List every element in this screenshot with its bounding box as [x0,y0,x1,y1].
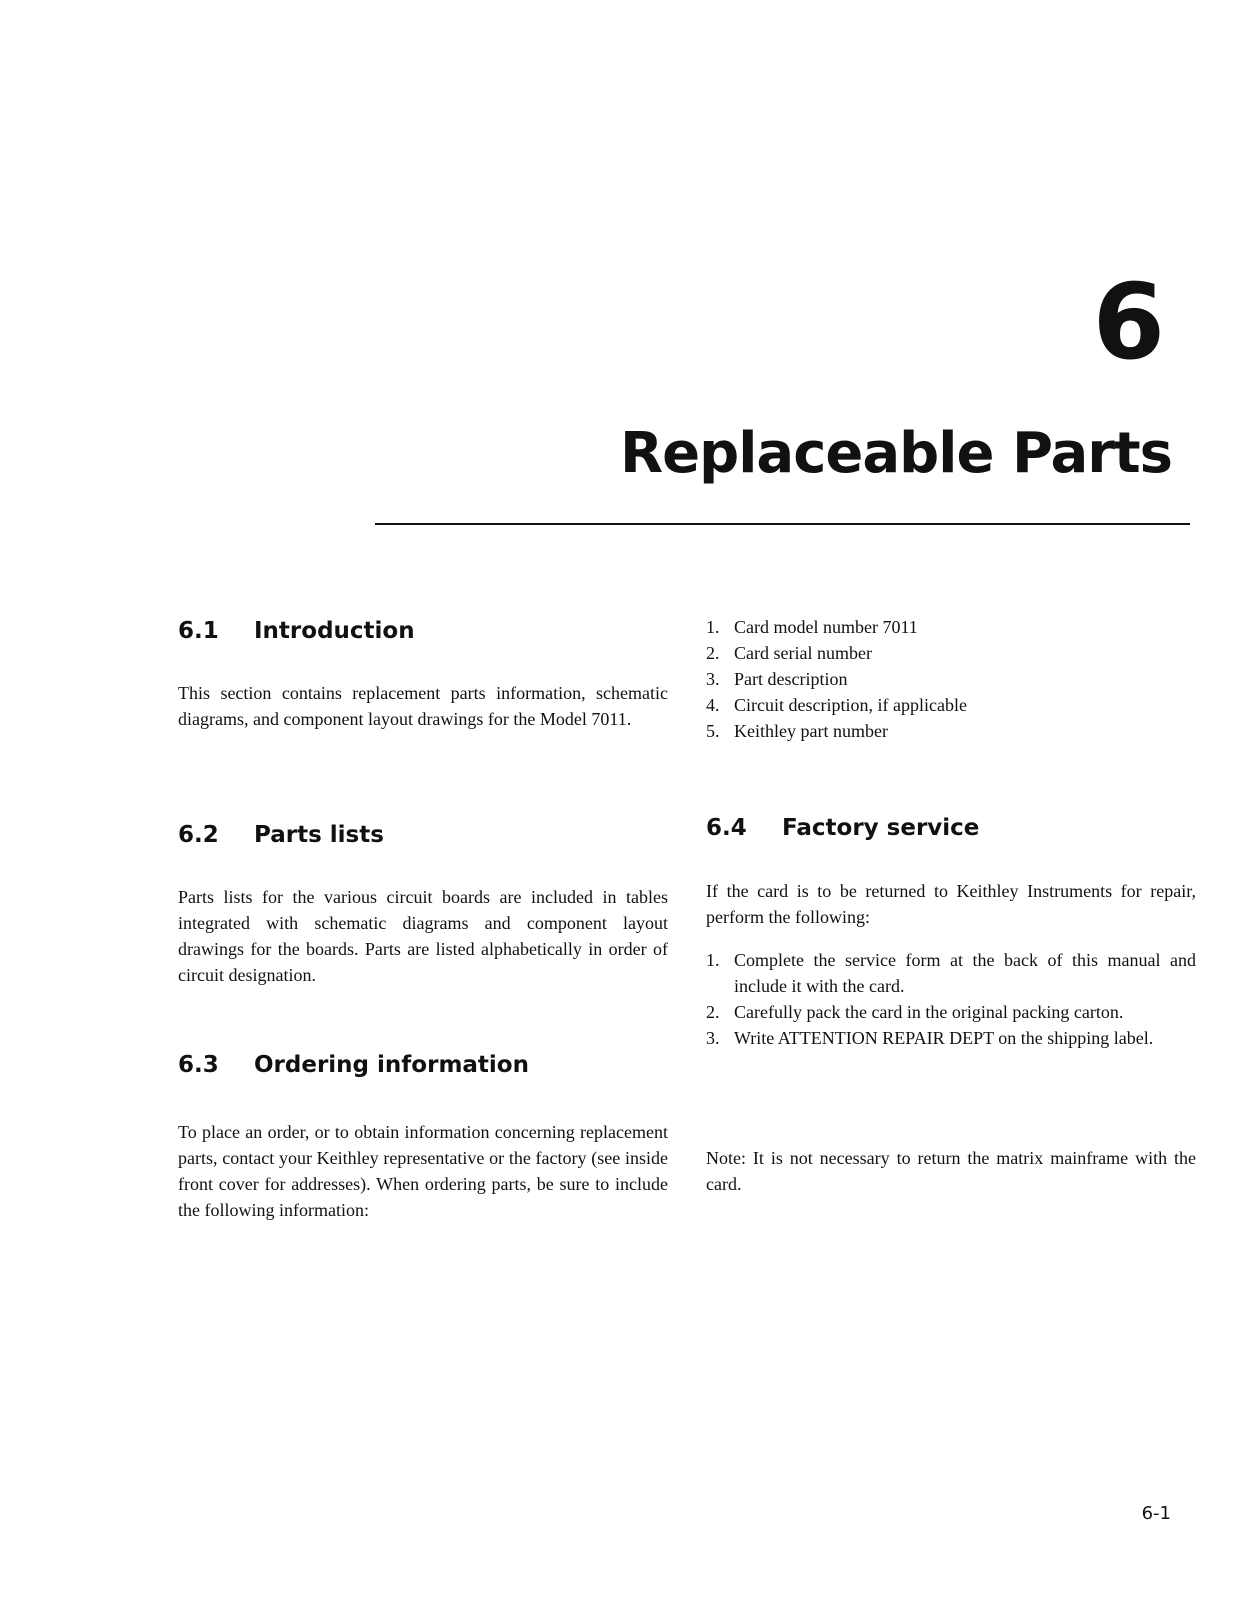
list-item: 1. Card model number 7011 [706,617,918,637]
section-title: Factory service [782,815,980,841]
title-rule [375,523,1190,525]
factory-service-note: Note: It is not necessary to return the matrix mainframe with the card. [706,1148,1196,1194]
list-item: 4. Circuit description, if applicable [706,695,967,715]
section-heading-ordering-information [178,1054,529,1077]
list-item: 5. Keithley part number [706,721,888,741]
ordering-info-list [706,614,1196,744]
introduction-body: This section contains replacement parts information, schematic diagrams, and component layout drawings for the Model 7011. [178,683,668,729]
factory-service-steps [706,947,1196,1051]
chapter-title: Replaceable Parts [620,421,1172,486]
list-item: 2. Card serial number [706,643,872,663]
list-item: 2. Carefully pack the card in the original packing carton. [706,1002,1124,1022]
factory-service-body: If the card is to be returned to Keithley Instruments for repair, perform the following: [706,881,1196,927]
section-number: 6.4 [706,815,747,841]
page-number: 6-1 [1141,1503,1171,1524]
section-heading-introduction [178,620,415,643]
section-heading-parts-lists [178,824,384,847]
section-number: 6.2 [178,822,219,848]
chapter-number: 6 [1092,261,1165,383]
ordering-information-body: To place an order, or to obtain information concerning replacement parts, contact your Keithley representative or the factory (see inside front cover for addresses). When ordering parts, be sure to include the following information: [178,1122,668,1220]
section-number: 6.3 [178,1052,219,1078]
parts-lists-body: Parts lists for the various circuit boards are included in tables integrated with schematic diagrams and component layout drawings for the boards. Parts are listed alphabetically in order of circuit designation. [178,887,668,985]
section-heading-factory-service [706,817,979,840]
section-title: Ordering information [254,1052,529,1078]
list-item: 3. Part description [706,669,848,689]
list-item: 3. Write ATTENTION REPAIR DEPT on the shipping label. [706,1028,1154,1048]
list-item: 1. Complete the service form at the back of this manual and include it with the card. [706,950,1196,996]
section-number: 6.1 [178,618,219,644]
section-title: Introduction [254,618,415,644]
section-title: Parts lists [254,822,384,848]
